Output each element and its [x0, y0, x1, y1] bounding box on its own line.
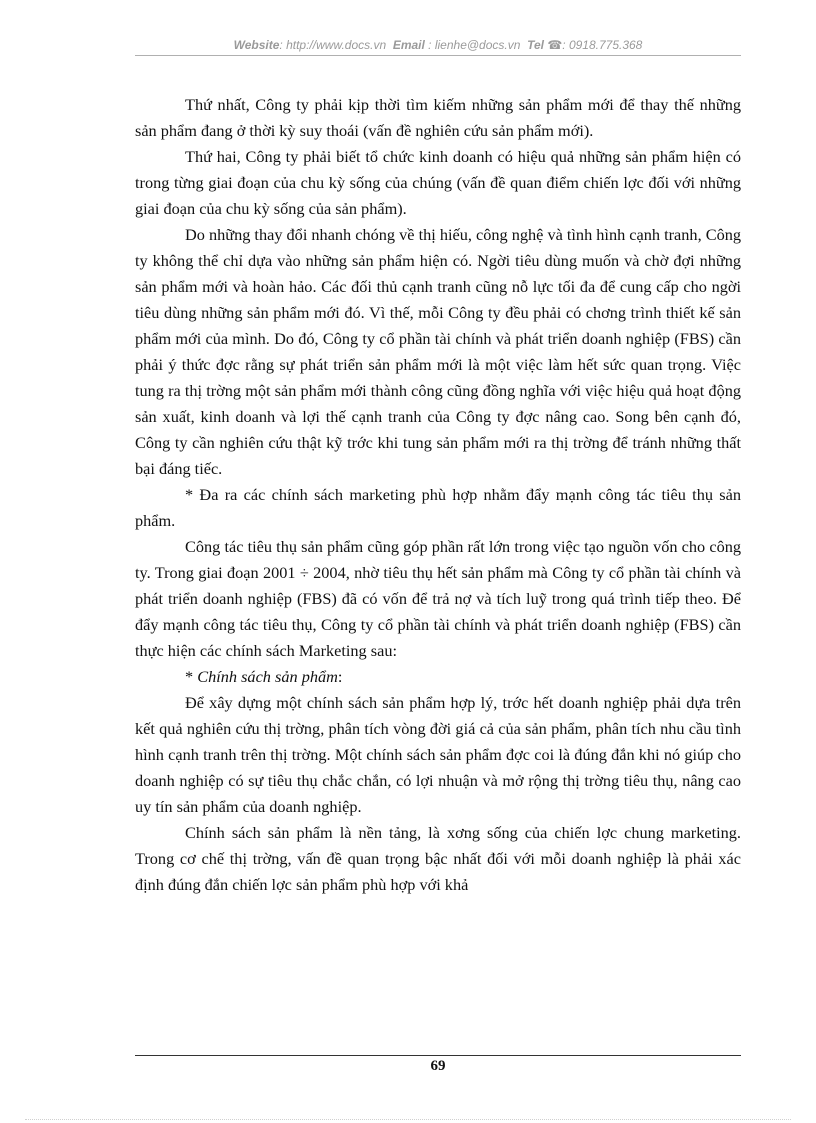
page-number: 69 [430, 1058, 446, 1074]
email-label: Email [392, 38, 425, 52]
phone-icon: ☎ [547, 38, 563, 52]
header-divider [135, 55, 741, 56]
subheading-suffix: : [337, 667, 343, 686]
paragraph: Công tác tiêu thụ sản phẩm cũng góp phần rất lớn trong việc tạo nguồn vốn cho công ty. Trong giai đoạn 2001 ÷ 2004, nhờ tiêu thụ hết sản phẩm mà Công ty cổ phần tài chính và phát triển doanh nghiệp (FBS) đã có vốn để trả nợ và tích luỹ trong quá trình tiếp theo. Để đẩy mạnh công tác tiêu thụ, Công ty cổ phần tài chính và phát triển doanh nghiệp (FBS) cần thực hiện các chính sách Marketing sau: [135, 537, 741, 660]
subheading-title: Chính sách sản phẩm [197, 667, 338, 686]
page-header [135, 38, 741, 52]
subheading-prefix: * [185, 667, 198, 686]
section-subheading [135, 664, 741, 690]
paragraph: Chính sách sản phẩm là nền tảng, là xơng sống của chiến lợc chung marketing. Trong cơ chế thị trờng, vấn đề quan trọng bậc nhất đối với mỗi doanh nghiệp là phải xác định đúng đắn chiến lợc sản phẩm phù hợp với khả [135, 823, 741, 894]
document-body [135, 92, 741, 898]
email-value: : lienhe@docs.vn [428, 38, 521, 52]
paragraph: * Đa ra các chính sách marketing phù hợp nhằm đẩy mạnh công tác tiêu thụ sản phẩm. [135, 485, 741, 530]
paragraph: Do những thay đổi nhanh chóng về thị hiếu, công nghệ và tình hình cạnh tranh, Công ty không thể chỉ dựa vào những sản phẩm hiện có. Ngời tiêu dùng muốn và chờ đợi những sản phẩm mới và hoàn hảo. Các đối thủ cạnh tranh cũng nỗ lực tối đa để cung cấp cho ngời tiêu dùng những sản phẩm mới đó. Vì thế, mỗi Công ty đều phải có chơng trình thiết kế sản phẩm mới của mình. Do đó, Công ty cổ phần tài chính và phát triển doanh nghiệp (FBS) cần phải ý thức đợc rằng sự phát triển sản phẩm mới là một việc làm hết sức quan trọng. Việc tung ra thị trờng một sản phẩm mới thành công cũng đồng nghĩa với việc hiệu quả hoạt động sản xuất, kinh doanh và lợi thế cạnh tranh của Công ty đợc nâng cao. Song bên cạnh đó, Công ty cần nghiên cứu thật kỹ trớc khi tung sản phẩm mới ra thị trờng để tránh những thất bại đáng tiếc. [135, 225, 741, 478]
tel-value: : 0918.775.368 [562, 38, 643, 52]
paragraph: Để xây dựng một chính sách sản phẩm hợp lý, trớc hết doanh nghiệp phải dựa trên kết quả nghiên cứu thị trờng, phân tích vòng đời giá cả của sản phẩm, phân tích nhu cầu tình hình cạnh tranh trên thị trờng. Một chính sách sản phẩm đợc coi là đúng đắn khi nó giúp cho doanh nghiệp có sự tiêu thụ chắc chắn, có lợi nhuận và mở rộng thị trờng tiêu thụ, nâng cao uy tín sản phẩm của doanh nghiệp. [135, 693, 741, 816]
website-label: Website [233, 38, 280, 52]
website-value: : http://www.docs.vn [279, 38, 387, 52]
footer-divider [135, 1055, 741, 1056]
page-bottom-border [25, 1119, 791, 1120]
paragraph: Thứ nhất, Công ty phải kịp thời tìm kiếm những sản phẩm mới để thay thế những sản phẩm đang ở thời kỳ suy thoái (vấn đề nghiên cứu sản phẩm mới). [135, 95, 741, 140]
tel-label: Tel [527, 38, 544, 52]
paragraph: Thứ hai, Công ty phải biết tổ chức kinh doanh có hiệu quả những sản phẩm hiện có trong từng giai đoạn của chu kỳ sống của chúng (vấn đề quan điểm chiến lợc đối với những giai đoạn của chu kỳ sống của sản phẩm). [135, 147, 741, 218]
